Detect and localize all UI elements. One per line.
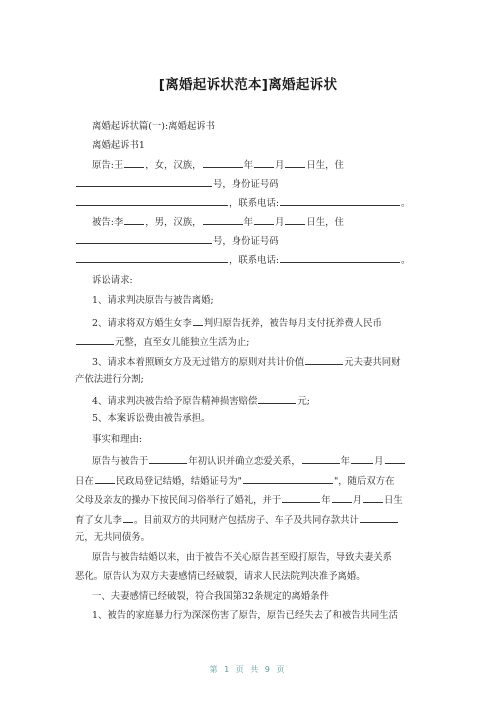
defendant-line: 被告:李 ，男，汉族， 年 月 日生，住 [92,217,344,228]
text-line: ，联系电话: 。 [75,196,410,210]
text-line: 1、请求判决原告与被告离婚; [92,295,214,306]
text-line: 3、请求本着照顾女方及无过错方的原则对共计价值 元夫妻共同财 [92,357,401,368]
text-line: 元，无共同债务。 [75,532,151,543]
plaintiff-line: 原告:王 ，女，汉族， 年 月 日生，住 [92,160,344,171]
text-line: 日在 民政局登记结婚，结婚证号为" "，随后双方在 [75,476,395,487]
text-line: 一、夫妻感情已经破裂，符合我国第32条规定的离婚条件 [92,591,329,602]
text-line: 父母及亲友的操办下按民间习俗举行了婚礼，并于 年 月 日生 [75,495,403,506]
text-line: 离婚起诉状篇(一):离婚起诉书 [92,121,215,132]
text-line: 离婚起诉书1 [92,140,145,151]
text-line: 2、请求将双方婚生女李 判归原告抚养，被告每月支付抚养费人民币 [92,318,382,329]
document-title: [离婚起诉状范本]离婚起诉状 [158,77,338,93]
text-line: 1、被告的家庭暴力行为深深伤害了原告，原告已经失去了和被告共同生活 [92,610,398,621]
section-heading: 诉讼请求: [92,275,133,286]
text-line: 4、请求判决被告给予原告精神损害赔偿 元; [92,396,310,407]
text-line: 元整，直至女儿能独立生活为止; [75,335,249,349]
text-line: 原告与被告于 年初认识并确立恋爱关系， 年 月 [92,454,406,468]
page-footer: 第 1 页 共 9 页 [209,665,287,674]
text-line: 号，身份证号码 [75,234,279,248]
text-line: 育了女儿李 。目前双方的共同财产包括房子、车子及共同存款共计 [75,513,399,527]
text-line: 原告与被告结婚以来，由于被告不关心原告甚至殴打原告，导致夫妻关系 [92,552,393,563]
text-line: 5、本案诉讼费由被告承担。 [92,413,211,424]
section-heading: 事实和理由: [92,434,143,445]
text-line: 号，身份证号码 [75,177,279,191]
text-line: 恶化。原告认为双方夫妻感情已经破裂，请求人民法院判决准予离婚。 [75,571,366,582]
text-line: ，联系电话: 。 [75,253,410,267]
text-line: 产依法进行分割; [75,374,144,385]
